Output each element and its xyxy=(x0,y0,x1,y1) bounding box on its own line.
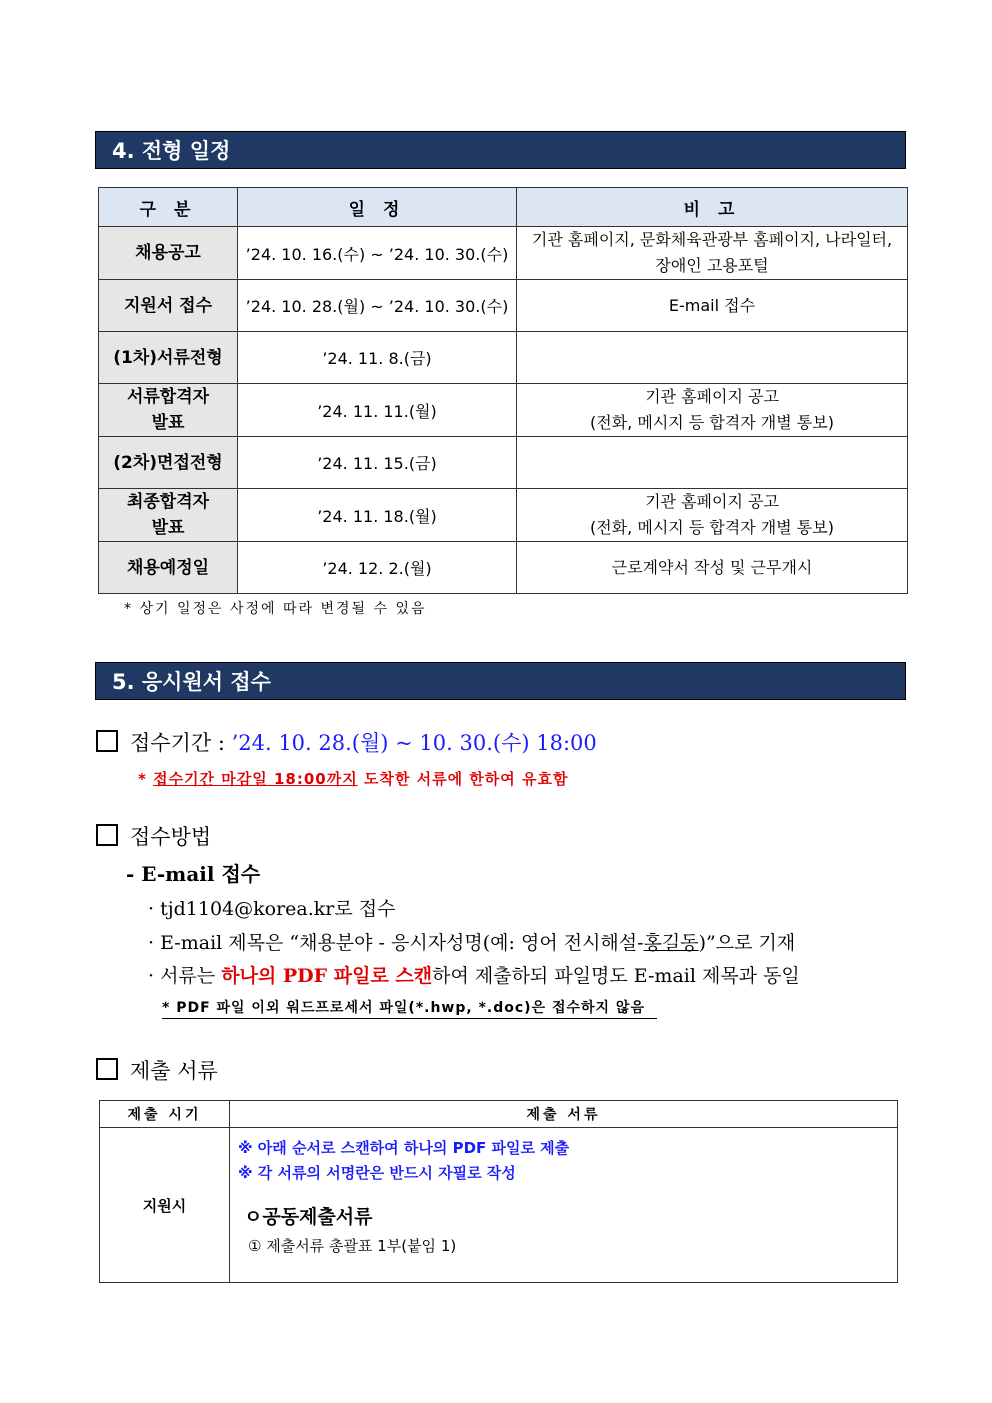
method-heading xyxy=(96,821,211,851)
documents-label: 제출 서류 xyxy=(130,1059,218,1083)
column-header-documents: 제출 서류 xyxy=(230,1101,898,1128)
common-docs-item: ① 제출서류 총괄표 1부(붙임 1) xyxy=(248,1237,457,1255)
column-header-when: 제출 시기 xyxy=(100,1101,230,1128)
row-note xyxy=(517,489,908,542)
section-5-title: 5. 응시원서 접수 xyxy=(95,662,906,700)
period-note-prefix: * xyxy=(138,770,154,788)
row-label-line: 서류합격자 xyxy=(126,387,210,407)
checkbox-square-icon xyxy=(96,1058,118,1080)
row-label xyxy=(99,384,238,437)
period-label: 접수기간 : xyxy=(130,731,232,755)
column-header-remarks: 비 고 xyxy=(517,188,908,227)
method-item-scan-prefix: · 서류는 xyxy=(148,965,222,987)
row-note-line: (전화, 메시지 등 합격자 개별 통보) xyxy=(590,518,834,537)
schedule-table xyxy=(98,187,908,594)
table-row xyxy=(100,1128,898,1283)
row-date: ’24. 11. 8.(금) xyxy=(238,332,517,384)
documents-content xyxy=(230,1128,898,1283)
method-item-email: · tjd1104@korea.kr로 접수 xyxy=(148,898,396,920)
row-label xyxy=(99,489,238,542)
documents-note: ※ 아래 순서로 스캔하여 하나의 PDF 파일로 제출 xyxy=(238,1139,570,1157)
row-date: ’24. 10. 28.(월) ~ ’24. 10. 30.(수) xyxy=(238,280,517,332)
row-note xyxy=(517,437,908,489)
period-heading xyxy=(96,727,597,757)
column-header-category: 구 분 xyxy=(99,188,238,227)
schedule-footnote: * 상기 일정은 사정에 따라 변경될 수 있음 xyxy=(124,601,427,617)
method-item-subject-underlined: 홍길동 xyxy=(643,932,699,954)
row-note xyxy=(517,332,908,384)
method-item-subject-prefix: · E-mail 제목은 “채용분야 - 응시자성명(예: 영어 전시해설- xyxy=(148,932,644,954)
method-sub: - E-mail 접수 xyxy=(126,862,261,886)
documents-note: ※ 각 서류의 서명란은 반드시 자필로 작성 xyxy=(238,1164,516,1182)
table-row xyxy=(99,384,908,437)
row-label: 채용예정일 xyxy=(99,542,238,594)
documents-heading xyxy=(96,1055,218,1085)
period-note xyxy=(138,768,568,789)
row-label-line: 발표 xyxy=(151,413,185,433)
period-note-underlined: 접수기간 마감일 18:00까지 xyxy=(153,770,358,788)
row-note xyxy=(517,384,908,437)
documents-table xyxy=(99,1100,898,1283)
period-note-rest: 도착한 서류에 한하여 유효함 xyxy=(357,770,569,788)
row-label: 지원서 접수 xyxy=(99,280,238,332)
table-row xyxy=(99,437,908,489)
row-note xyxy=(517,227,908,280)
row-date: ’24. 12. 2.(월) xyxy=(238,542,517,594)
row-date: ’24. 11. 18.(월) xyxy=(238,489,517,542)
table-row xyxy=(99,280,908,332)
method-item-subject-suffix: )”으로 기재 xyxy=(698,932,796,954)
row-note-line: 기관 홈페이지 공고 xyxy=(645,492,779,511)
common-docs-title: ㅇ공동제출서류 xyxy=(244,1206,373,1228)
row-label: (1차)서류전형 xyxy=(99,332,238,384)
table-row xyxy=(99,542,908,594)
row-note-line: 기관 홈페이지, 문화체육관광부 홈페이지, 나라일터, xyxy=(531,230,893,249)
row-label-line: 발표 xyxy=(151,518,185,538)
method-label: 접수방법 xyxy=(130,825,212,849)
column-header-schedule: 일 정 xyxy=(238,188,517,227)
row-date: ’24. 10. 16.(수) ~ ’24. 10. 30.(수) xyxy=(238,227,517,280)
row-label: 채용공고 xyxy=(99,227,238,280)
table-row xyxy=(99,227,908,280)
row-note-line: (전화, 메시지 등 합격자 개별 통보) xyxy=(590,413,834,432)
method-item-scan xyxy=(148,961,800,988)
row-note: E-mail 접수 xyxy=(517,280,908,332)
row-note: 근로계약서 작성 및 근무개시 xyxy=(517,542,908,594)
table-row xyxy=(99,332,908,384)
checkbox-square-icon xyxy=(96,824,118,846)
table-header-row xyxy=(99,188,908,227)
row-label-line: 최종합격자 xyxy=(126,492,210,512)
method-item-subject xyxy=(148,928,795,955)
period-value: ’24. 10. 28.(월) ~ 10. 30.(수) 18:00 xyxy=(231,731,597,755)
row-label: (2차)면접전형 xyxy=(99,437,238,489)
method-item-scan-highlight: 하나의 PDF 파일로 스캔 xyxy=(221,965,433,987)
row-date: ’24. 11. 11.(월) xyxy=(238,384,517,437)
checkbox-square-icon xyxy=(96,730,118,752)
row-date: ’24. 11. 15.(금) xyxy=(238,437,517,489)
method-item-scan-suffix: 하여 제출하되 파일명도 E-mail 제목과 동일 xyxy=(432,965,800,987)
row-note-line: 장애인 고용포털 xyxy=(655,256,769,275)
table-row xyxy=(99,489,908,542)
documents-when: 지원시 xyxy=(100,1128,230,1283)
table-header-row xyxy=(100,1101,898,1128)
pdf-note: * PDF 파일 이외 워드프로세서 파일(*.hwp, *.doc)은 접수하지 않음 xyxy=(162,997,657,1019)
section-4-title: 4. 전형 일정 xyxy=(95,131,906,169)
row-note-line: 기관 홈페이지 공고 xyxy=(645,387,779,406)
